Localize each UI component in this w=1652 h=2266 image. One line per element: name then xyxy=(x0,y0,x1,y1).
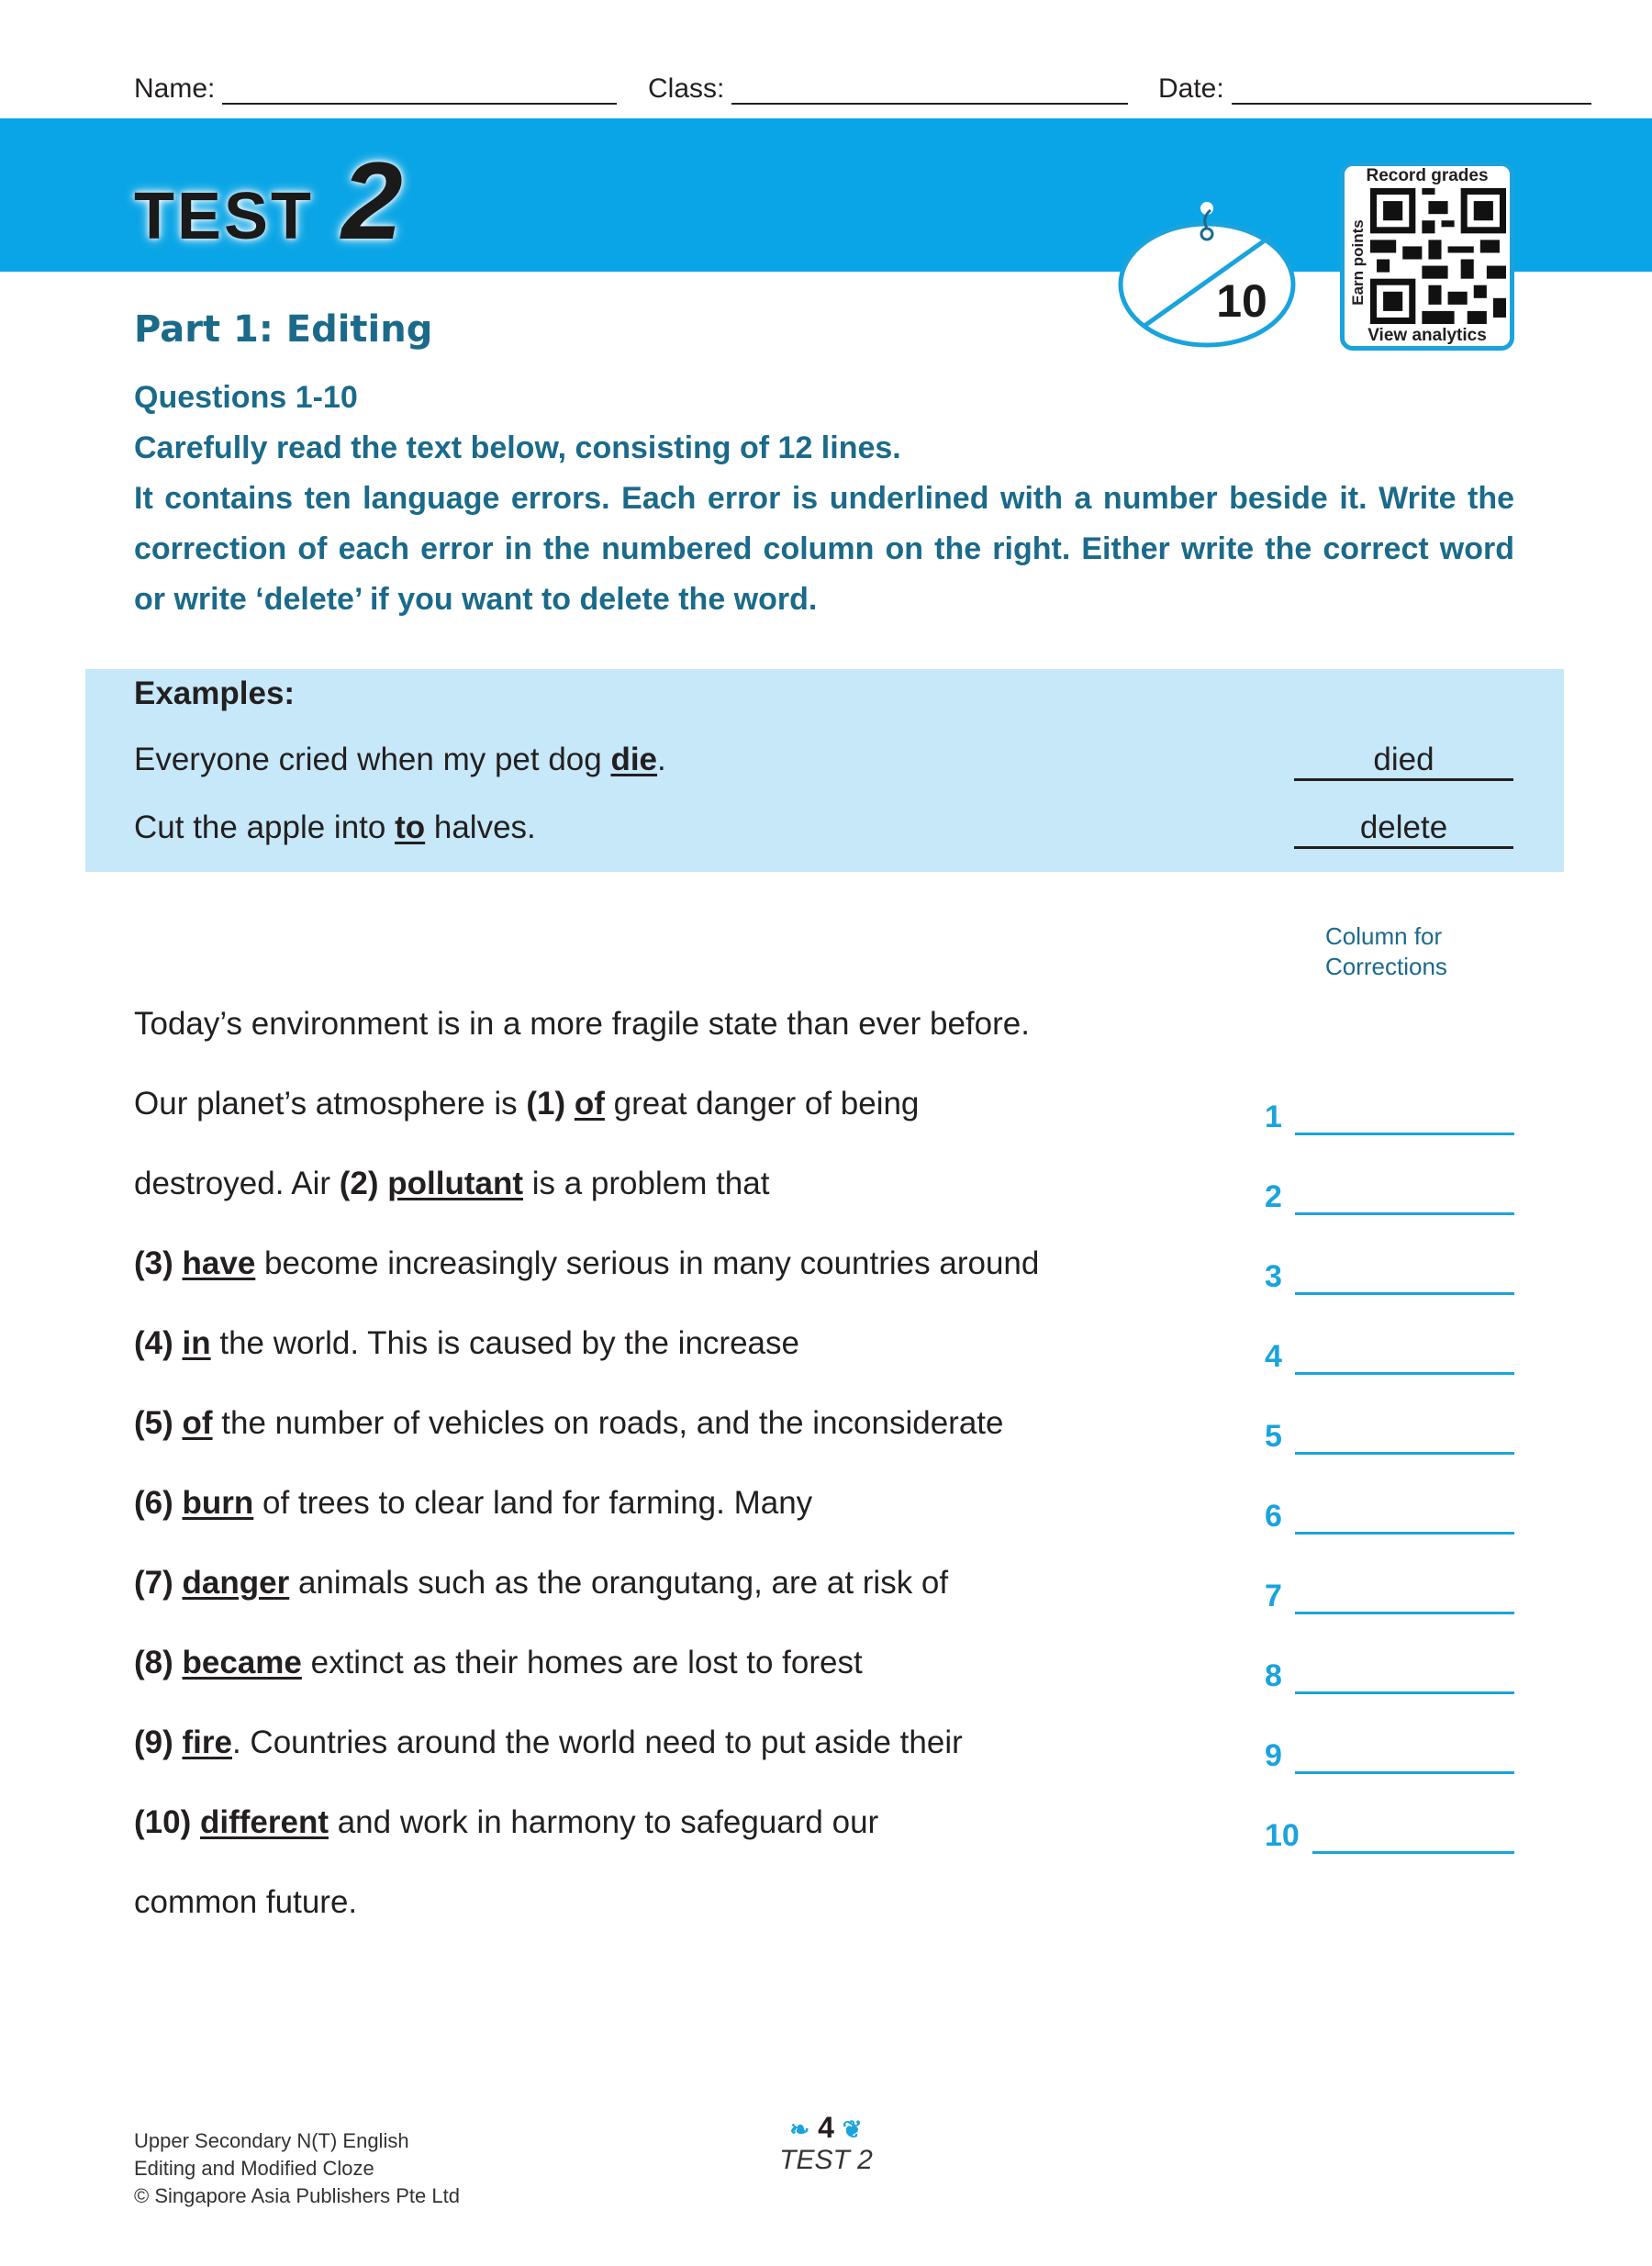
example-1-answer: died xyxy=(1294,742,1513,781)
answer-number: 7 xyxy=(1265,1579,1282,1613)
column-label: Column for Corrections xyxy=(1325,922,1447,980)
answer-line xyxy=(1295,1351,1514,1375)
qr-view-analytics: View analytics xyxy=(1367,326,1487,345)
answer-field-9[interactable] xyxy=(1265,1738,1514,1774)
answer-field-3[interactable] xyxy=(1265,1259,1514,1295)
part-title: Part 1: Editing xyxy=(134,308,433,351)
passage-line: (8) became extinct as their homes are lost to forest xyxy=(134,1645,863,1680)
error-word: of xyxy=(574,1086,605,1122)
class-field[interactable] xyxy=(648,73,1128,105)
title-word: TEST xyxy=(134,180,315,253)
score-circle xyxy=(1115,197,1299,353)
qr-earn-points: Earn points xyxy=(1349,219,1367,306)
ornament-left-icon: ❧ xyxy=(789,2115,810,2143)
error-word: of xyxy=(182,1405,213,1441)
error-number: (7) xyxy=(134,1565,173,1601)
error-number: (1) xyxy=(526,1086,566,1122)
answer-number: 6 xyxy=(1265,1499,1282,1534)
answer-field-7[interactable] xyxy=(1265,1579,1514,1614)
answer-number: 10 xyxy=(1265,1818,1300,1853)
answer-number: 8 xyxy=(1265,1658,1282,1693)
error-number: (5) xyxy=(134,1405,173,1441)
class-label: Class: xyxy=(648,73,725,104)
answer-line xyxy=(1295,1511,1514,1535)
test-title xyxy=(134,138,403,264)
error-word: fire xyxy=(182,1725,232,1760)
qr-code-icon xyxy=(1370,188,1506,324)
example-2-answer: delete xyxy=(1294,809,1513,849)
answer-line xyxy=(1312,1830,1514,1854)
answer-line xyxy=(1295,1191,1514,1215)
answer-line xyxy=(1295,1271,1514,1295)
answer-line xyxy=(1295,1111,1514,1135)
passage-line: (7) danger animals such as the orangutang, are at risk of xyxy=(134,1565,949,1601)
class-line[interactable] xyxy=(731,81,1128,105)
answer-number: 4 xyxy=(1265,1339,1282,1374)
instruction-2: It contains ten language errors. Each error is underlined with a number beside it. Write the correction of each error in the numbered column on the right. Either write the correct word or write ‘delete’ if you want to delete the word. xyxy=(134,481,1514,617)
qr-code-box[interactable] xyxy=(1340,162,1514,351)
passage-line: destroyed. Air (2) pollutant is a problem that xyxy=(134,1166,770,1201)
error-word: in xyxy=(182,1325,211,1361)
score-total: 10 xyxy=(1216,275,1267,327)
instruction-1: Carefully read the text below, consisting of 12 lines. xyxy=(134,430,901,465)
passage-line: (5) of the number of vehicles on roads, and the inconsiderate xyxy=(134,1405,1004,1441)
answer-number: 5 xyxy=(1265,1419,1282,1454)
date-field[interactable] xyxy=(1158,73,1591,105)
answer-field-10[interactable] xyxy=(1265,1818,1514,1854)
error-number: (10) xyxy=(134,1804,192,1840)
error-word: became xyxy=(182,1645,302,1680)
footer-test-label: TEST 2 xyxy=(779,2145,873,2175)
answer-line xyxy=(1295,1591,1514,1614)
example-2: Cut the apple into to halves. xyxy=(134,809,536,845)
error-word: have xyxy=(182,1245,256,1281)
footer-info: Upper Secondary N(T) English Editing and Modified Cloze © Singapore Asia Publishers Pte Ltd xyxy=(134,2129,460,2207)
error-number: (3) xyxy=(134,1245,173,1281)
answer-line xyxy=(1295,1431,1514,1455)
qr-record-grades: Record grades xyxy=(1366,166,1489,185)
answer-field-5[interactable] xyxy=(1265,1419,1514,1455)
answer-number: 9 xyxy=(1265,1738,1282,1773)
error-number: (4) xyxy=(134,1325,173,1361)
error-number: (6) xyxy=(134,1485,173,1521)
passage-line: Today’s environment is in a more fragile state than ever before. xyxy=(134,1006,1030,1042)
answer-field-1[interactable] xyxy=(1265,1100,1514,1135)
passage-line: common future. xyxy=(134,1884,358,1920)
answer-line xyxy=(1295,1670,1514,1694)
answer-number: 3 xyxy=(1265,1259,1282,1294)
name-label: Name: xyxy=(134,73,216,104)
answer-field-8[interactable] xyxy=(1265,1658,1514,1694)
error-number: (9) xyxy=(134,1725,173,1760)
error-word: pollutant xyxy=(387,1166,523,1201)
passage-line: (9) fire. Countries around the world need to put aside their xyxy=(134,1725,963,1760)
date-label: Date: xyxy=(1158,73,1224,104)
error-word: different xyxy=(199,1804,329,1840)
name-field[interactable] xyxy=(134,73,617,105)
title-number: 2 xyxy=(341,140,403,262)
error-word: danger xyxy=(182,1565,290,1601)
answer-field-6[interactable] xyxy=(1265,1499,1514,1535)
date-line[interactable] xyxy=(1232,81,1591,105)
passage-line: (4) in the world. This is caused by the increase xyxy=(134,1325,799,1361)
answer-line xyxy=(1295,1750,1514,1774)
answer-field-4[interactable] xyxy=(1265,1339,1514,1375)
answer-field-2[interactable] xyxy=(1265,1179,1514,1215)
passage-line: (6) burn of trees to clear land for farming. Many xyxy=(134,1485,813,1521)
page-number: 4 xyxy=(818,2111,834,2144)
error-number: (8) xyxy=(134,1645,173,1680)
answer-number: 1 xyxy=(1265,1100,1282,1134)
example-1: Everyone cried when my pet dog die. xyxy=(134,742,666,777)
page-number-block xyxy=(776,2111,876,2176)
examples-label: Examples: xyxy=(134,675,296,711)
error-word: burn xyxy=(182,1485,254,1521)
passage-line: (10) different and work in harmony to safeguard our xyxy=(134,1804,879,1840)
ornament-right-icon: ❦ xyxy=(842,2115,863,2143)
passage-line: (3) have become increasingly serious in many countries around xyxy=(134,1245,1040,1281)
error-number: (2) xyxy=(339,1166,379,1201)
questions-range: Questions 1-10 xyxy=(134,380,358,415)
answer-number: 2 xyxy=(1265,1179,1282,1214)
passage-line: Our planet’s atmosphere is (1) of great danger of being xyxy=(134,1086,920,1122)
name-line[interactable] xyxy=(222,81,617,105)
